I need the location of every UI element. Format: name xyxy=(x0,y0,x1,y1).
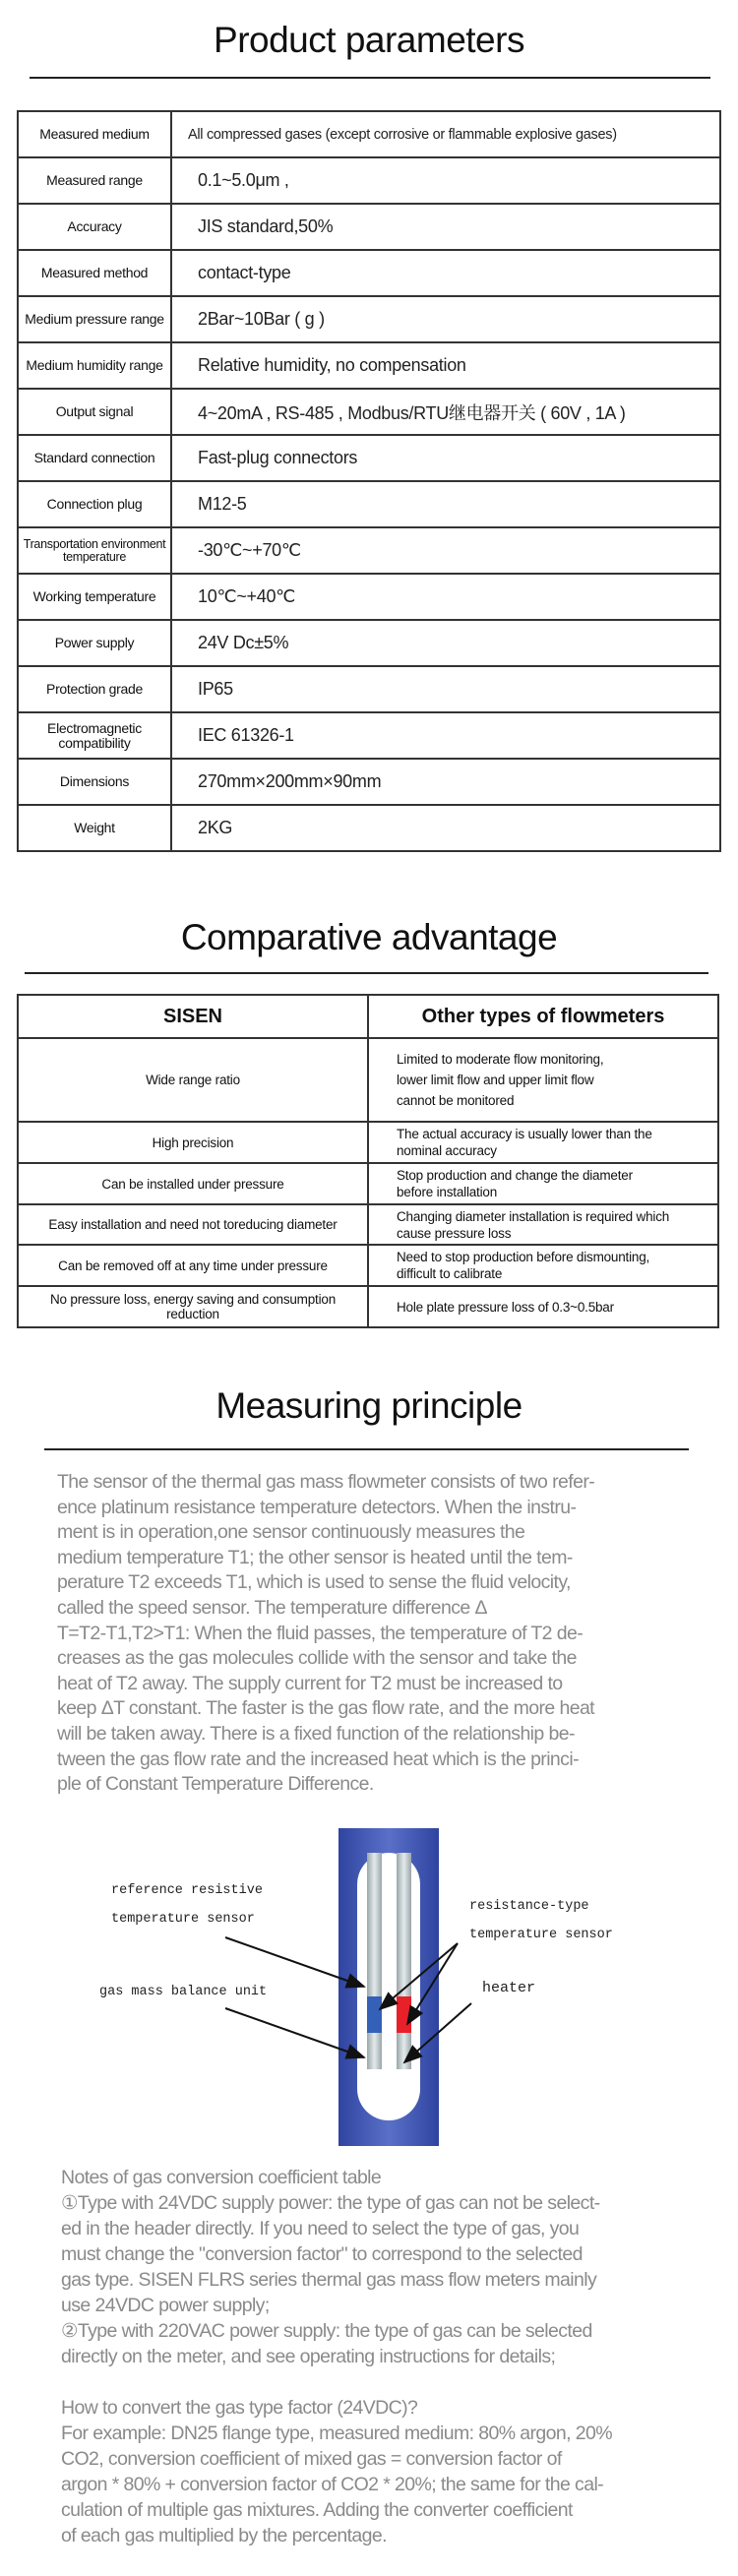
param-value: 24V Dc±5% xyxy=(171,620,720,666)
param-value: 4~20mA , RS-485 , Modbus/RTU继电器开关 ( 60V , 1A ) xyxy=(171,389,720,435)
other-flowmeter-drawback: Changing diameter installation is required which cause pressure loss xyxy=(368,1204,718,1245)
param-label: Standard connection xyxy=(18,435,171,481)
table-row xyxy=(18,296,720,342)
param-value: 2Bar~10Bar ( g ) xyxy=(171,296,720,342)
param-value: 0.1~5.0μm , xyxy=(171,157,720,204)
table-row xyxy=(18,111,720,157)
param-value: JIS standard,50% xyxy=(171,204,720,250)
table-row xyxy=(18,1122,718,1163)
text-line: ed in the header directly. If you need to select the type of gas, you xyxy=(61,2218,580,2239)
param-label: Measured method xyxy=(18,250,171,296)
other-flowmeter-drawback: Stop production and change the diameter before installation xyxy=(368,1163,718,1204)
sensor-diagram xyxy=(0,1810,738,2155)
text-line: creases as the gas molecules collide with the sensor and take the xyxy=(57,1647,577,1670)
label-balance-unit: gas mass balance unit xyxy=(99,1985,268,1999)
sisen-advantage: Can be installed under pressure xyxy=(18,1163,368,1204)
param-value: 10℃~+40℃ xyxy=(171,574,720,620)
comparative-advantage-title: Comparative advantage xyxy=(180,917,558,957)
text-line: use 24VDC power supply; xyxy=(61,2295,270,2316)
text-line: CO2, conversion coefficient of mixed gas = conversion factor of xyxy=(61,2448,562,2470)
table-row xyxy=(18,157,720,204)
label-reference-sensor-2: temperature sensor xyxy=(111,1912,255,1927)
param-value: -30℃~+70℃ xyxy=(171,527,720,574)
title-divider xyxy=(30,77,710,79)
text-line: heat of T2 away. The supply current for T2 must be increased to xyxy=(57,1672,563,1694)
sisen-advantage: High precision xyxy=(18,1122,368,1163)
title-divider xyxy=(44,1448,689,1450)
other-flowmeter-drawback: The actual accuracy is usually lower than the nominal accuracy xyxy=(368,1122,718,1163)
param-label: Medium humidity range xyxy=(18,342,171,389)
param-label: Output signal xyxy=(18,389,171,435)
text-line: ②Type with 220VAC power supply: the type of gas can be selected xyxy=(61,2320,592,2342)
product-parameters-table xyxy=(17,110,721,852)
comparison-table xyxy=(17,994,719,1328)
label-reference-sensor: reference resistive xyxy=(111,1883,263,1898)
text-line: tween the gas flow rate and the increased heat which is the princi- xyxy=(57,1748,579,1770)
text-line: medium temperature T1; the other sensor is heated until the tem- xyxy=(57,1546,573,1568)
param-label: Weight xyxy=(18,805,171,851)
table-row xyxy=(18,805,720,851)
conversion-notes xyxy=(61,2165,701,2548)
text-line: ence platinum resistance temperature detectors. When the instru- xyxy=(57,1496,577,1518)
table-row xyxy=(18,1245,718,1286)
label-resistance-sensor-2: temperature sensor xyxy=(469,1928,613,1942)
table-row xyxy=(18,250,720,296)
param-label: Connection plug xyxy=(18,481,171,527)
text-line: keep ΔT constant. The faster is the gas flow rate, and the more heat xyxy=(57,1697,595,1720)
text-line xyxy=(61,2369,701,2395)
other-flowmeter-drawback: Hole plate pressure loss of 0.3~0.5bar xyxy=(368,1286,718,1327)
text-line: of each gas multiplied by the percentage. xyxy=(61,2525,387,2546)
param-label: Measured medium xyxy=(18,111,171,157)
text-line: will be taken away. There is a fixed function of the relationship be- xyxy=(57,1722,575,1745)
column-header-other: Other types of flowmeters xyxy=(368,995,718,1038)
param-value: contact-type xyxy=(171,250,720,296)
text-line: ①Type with 24VDC supply power: the type of gas can not be select- xyxy=(61,2192,600,2214)
param-label: Accuracy xyxy=(18,204,171,250)
param-value: IP65 xyxy=(171,666,720,712)
text-line: directly on the meter, and see operating instructions for details; xyxy=(61,2346,556,2367)
param-value: Relative humidity, no compensation xyxy=(171,342,720,389)
product-parameters-title: Product parameters xyxy=(214,20,524,60)
heated-rod xyxy=(397,1853,411,2069)
param-label: Electromagnetic compatibility xyxy=(18,712,171,759)
label-resistance-sensor: resistance-type xyxy=(469,1899,589,1914)
param-label: Power supply xyxy=(18,620,171,666)
sisen-advantage: Wide range ratio xyxy=(18,1038,368,1122)
text-line: culation of multiple gas mixtures. Adding the converter coefficient xyxy=(61,2499,573,2521)
reference-rod xyxy=(367,1853,382,2069)
other-flowmeter-drawback: Need to stop production before dismounting, difficult to calibrate xyxy=(368,1245,718,1286)
table-row xyxy=(18,574,720,620)
text-line: called the speed sensor. The temperature difference Δ xyxy=(57,1596,487,1619)
param-label: Working temperature xyxy=(18,574,171,620)
table-row xyxy=(18,1286,718,1327)
table-row xyxy=(18,759,720,805)
text-line: argon * 80% + conversion factor of CO2 * 20%; the same for the cal- xyxy=(61,2474,604,2495)
text-line: ment is in operation,one sensor continuously measures the xyxy=(57,1521,525,1544)
param-value: Fast-plug connectors xyxy=(171,435,720,481)
reference-sensor-block xyxy=(367,1996,382,2033)
text-line: For example: DN25 flange type, measured medium: 80% argon, 20% xyxy=(61,2423,613,2444)
text-line: T=T2-T1,T2>T1: When the fluid passes, the temperature of T2 de- xyxy=(57,1622,584,1644)
param-label: Medium pressure range xyxy=(18,296,171,342)
table-row xyxy=(18,1038,718,1122)
principle-paragraph xyxy=(57,1470,697,1798)
table-row xyxy=(18,389,720,435)
text-line: How to convert the gas type factor (24VDC)? xyxy=(61,2397,418,2419)
text-line: perature T2 exceeds T1, which is used to sense the fluid velocity, xyxy=(57,1571,571,1594)
param-label: Measured range xyxy=(18,157,171,204)
param-value: 2KG xyxy=(171,805,720,851)
sisen-advantage: No pressure loss, energy saving and consumption reduction xyxy=(18,1286,368,1327)
text-line: gas type. SISEN FLRS series thermal gas mass flow meters mainly xyxy=(61,2269,597,2291)
table-row xyxy=(18,481,720,527)
param-label: Dimensions xyxy=(18,759,171,805)
param-label: Protection grade xyxy=(18,666,171,712)
table-row xyxy=(18,435,720,481)
param-value: IEC 61326-1 xyxy=(171,712,720,759)
table-row xyxy=(18,527,720,574)
param-value: M12-5 xyxy=(171,481,720,527)
text-line: must change the "conversion factor" to correspond to the selected xyxy=(61,2243,583,2265)
text-line: The sensor of the thermal gas mass flowmeter consists of two refer- xyxy=(57,1471,595,1493)
table-row xyxy=(18,342,720,389)
title-divider xyxy=(25,972,708,974)
label-heater: heater xyxy=(482,1980,536,1996)
table-row xyxy=(18,1163,718,1204)
measuring-principle-title: Measuring principle xyxy=(215,1385,523,1426)
table-row xyxy=(18,1204,718,1245)
other-flowmeter-drawback: Limited to moderate flow monitoring, lower limit flow and upper limit flow cannot be monitored xyxy=(368,1038,718,1122)
param-value: 270mm×200mm×90mm xyxy=(171,759,720,805)
sensor-probe-illustration xyxy=(0,1810,738,2155)
param-label: Transportation environment temperature xyxy=(18,527,171,574)
table-row xyxy=(18,712,720,759)
table-row xyxy=(18,620,720,666)
table-row xyxy=(18,204,720,250)
param-value: All compressed gases (except corrosive or flammable explosive gases) xyxy=(171,111,720,157)
sisen-advantage: Can be removed off at any time under pressure xyxy=(18,1245,368,1286)
text-line: ple of Constant Temperature Difference. xyxy=(57,1773,374,1796)
heater-block xyxy=(397,1996,411,2033)
column-header-sisen: SISEN xyxy=(18,995,368,1038)
sisen-advantage: Easy installation and need not toreducing diameter xyxy=(18,1204,368,1245)
table-row xyxy=(18,666,720,712)
text-line: Notes of gas conversion coefficient table xyxy=(61,2167,382,2188)
